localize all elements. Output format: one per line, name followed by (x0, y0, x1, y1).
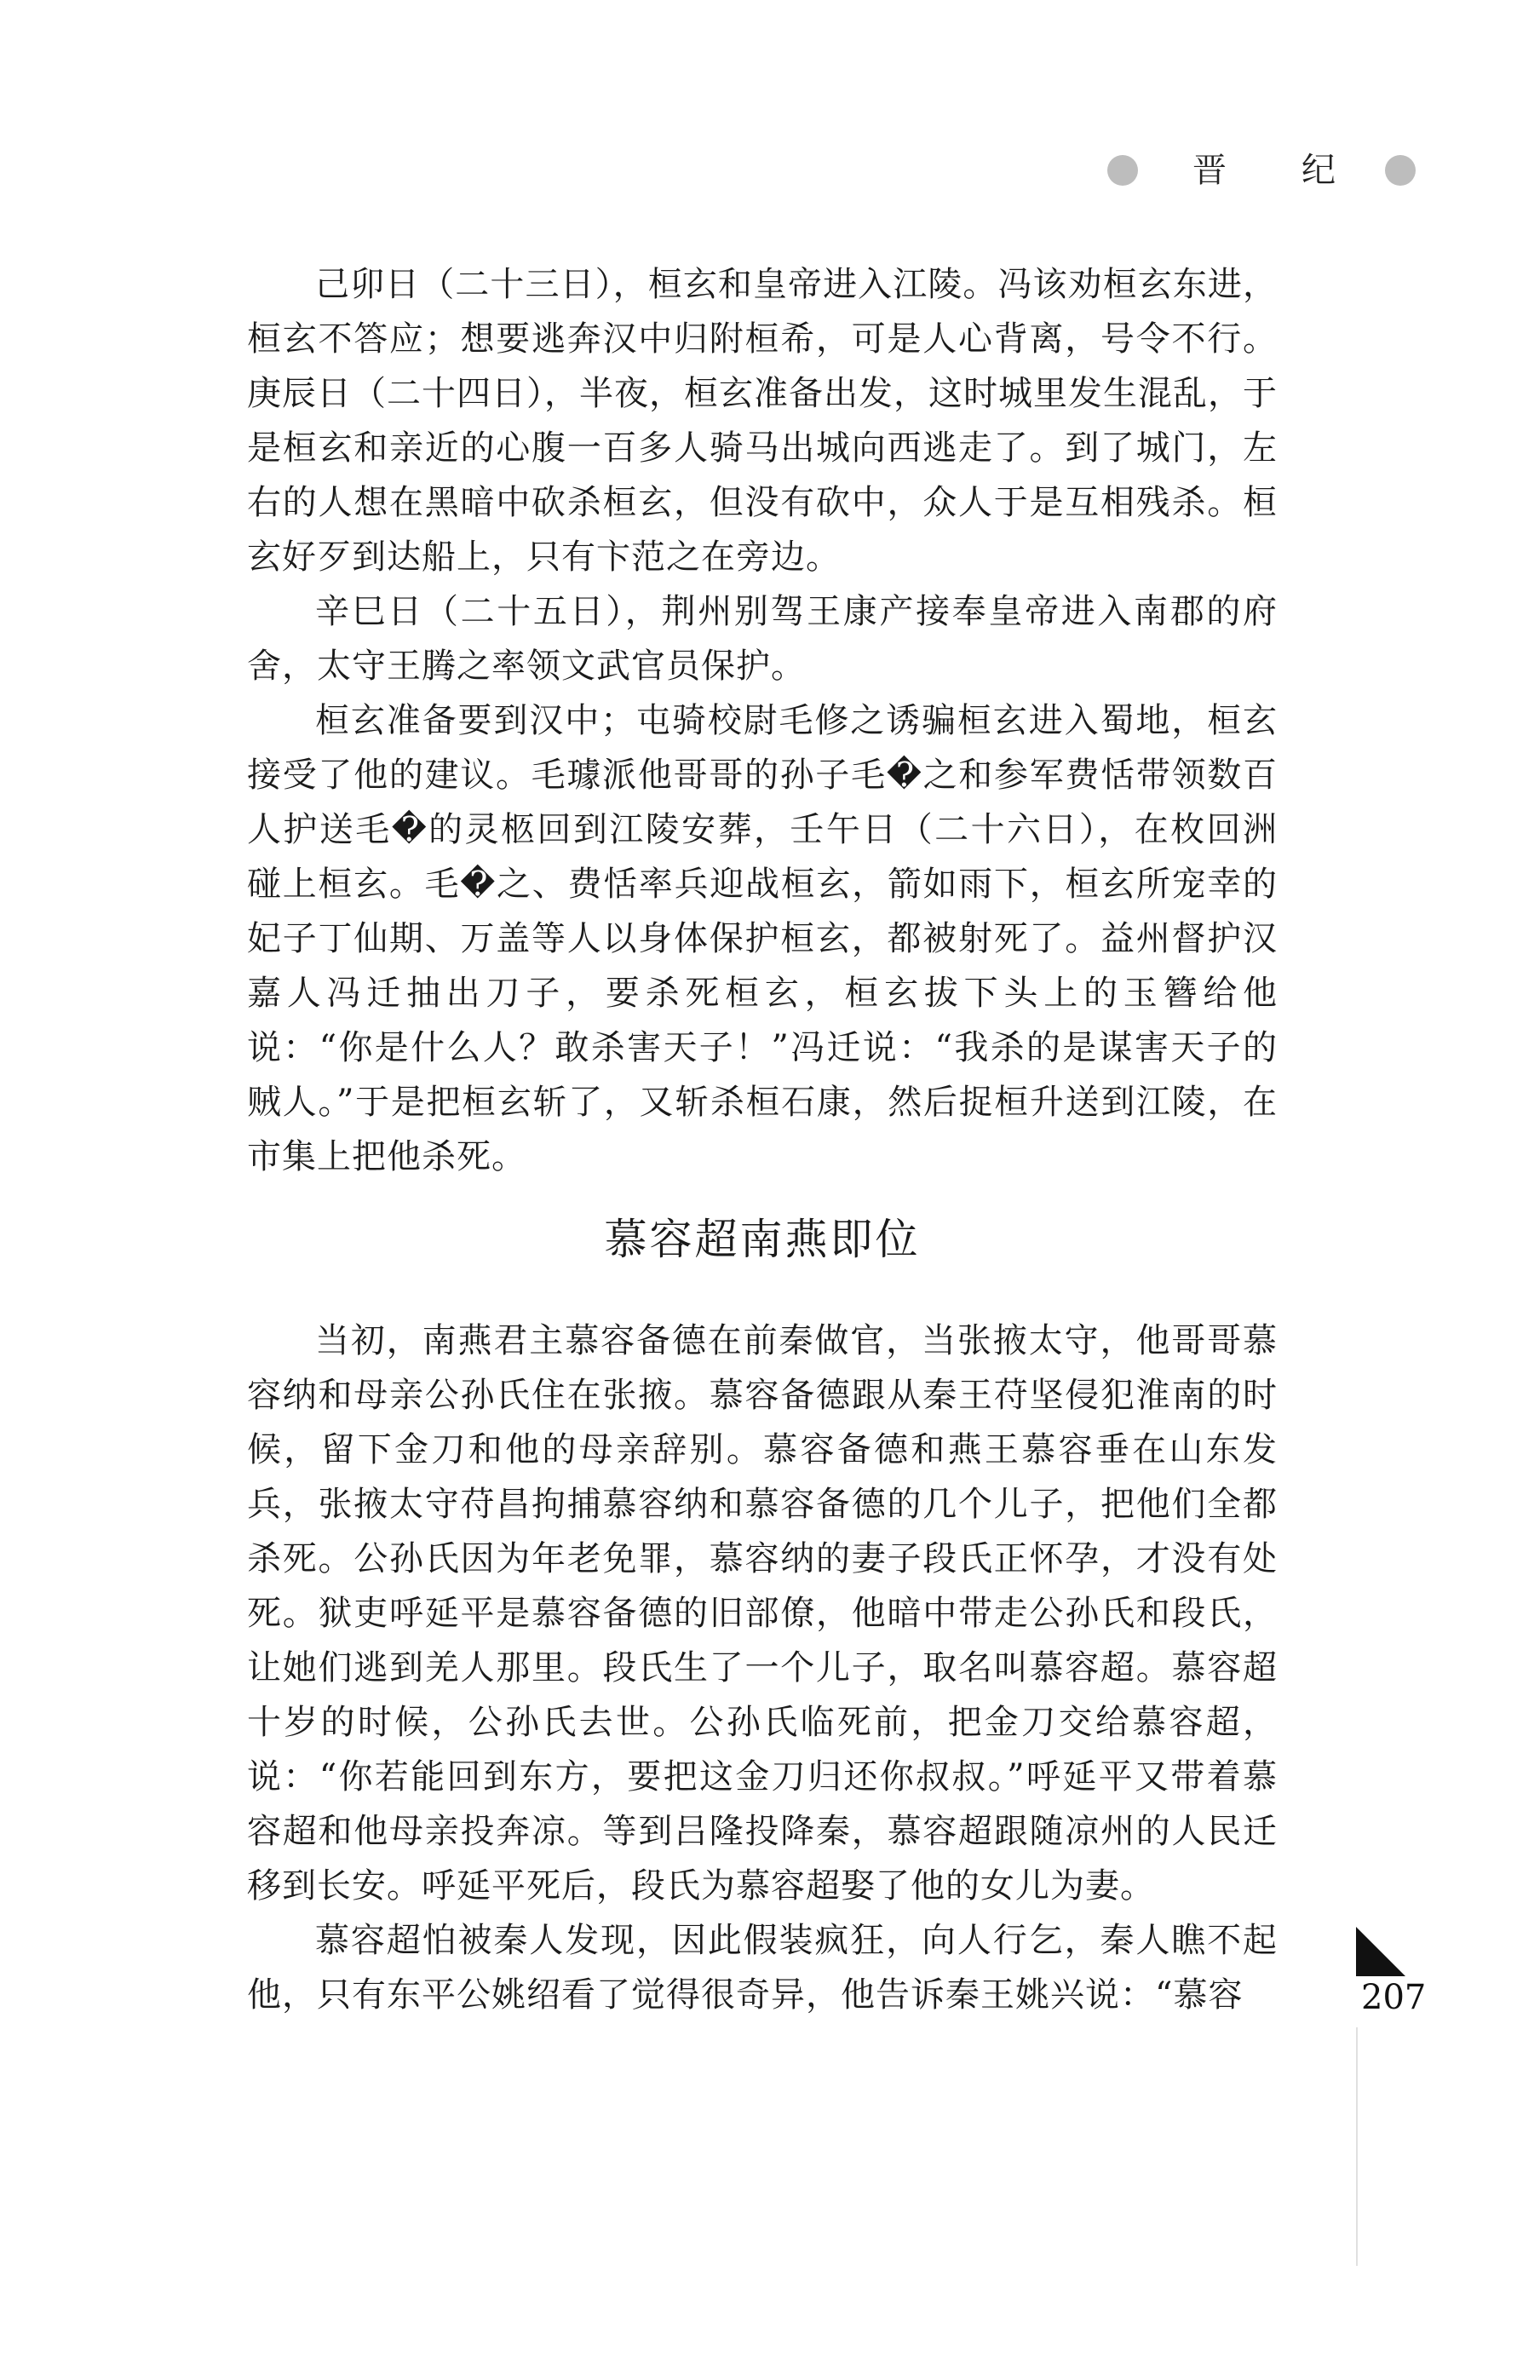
header-dot-right (1385, 155, 1416, 186)
paragraph: 己卯日（二十三日），桓玄和皇帝进入江陵。冯该劝桓玄东进，桓玄不答应；想要逃奔汉中归附桓希，可是人心背离，号令不行。庚辰日（二十四日），半夜，桓玄准备出发，这时城里发生混乱，于是桓玄和亲近的心腹一百多人骑马出城向西逃走了。到了城门，左右的人想在黑暗中砍杀桓玄，但没有砍中，众人于是互相残杀。桓玄好歹到达船上，只有卞范之在旁边。 (247, 265, 1278, 577)
header-char-ji: 纪 (1302, 151, 1336, 190)
margin-rule (1356, 2027, 1358, 2266)
page-number: 207 (1361, 1978, 1427, 2017)
paragraph: 慕容超怕被秦人发现，因此假装疯狂，向人行乞，秦人瞧不起他，只有东平公姚绍看了觉得很奇异，他告诉秦王姚兴说：“慕容 (247, 1921, 1278, 2015)
paragraph: 桓玄准备要到汉中；屯骑校尉毛修之诱骗桓玄进入蜀地，桓玄接受了他的建议。毛璩派他哥哥的孙子毛�之和参军费恬带领数百人护送毛�的灵柩回到江陵安葬，壬午日（二十六日），在枚回洲碰上桓玄。毛�之、费恬率兵迎战桓玄，箭如雨下，桓玄所宠幸的妃子丁仙期、万盖等人以身体保护桓玄，都被射死了。益州督护汉嘉人冯迁抽出刀子，要杀死桓玄，桓玄拔下头上的玉簪给他说：“你是什么人？敢杀害天子！”冯迁说：“我杀的是谋害天子的贼人。”于是把桓玄斩了，又斩杀桓石康，然后捉桓升送到江陵，在市集上把他杀死。 (247, 701, 1278, 1176)
header-char-jin: 晋 (1192, 151, 1227, 190)
section-title: 慕容超南燕即位 (604, 1215, 921, 1264)
paragraph: 辛巳日（二十五日），荆州别驾王康产接奉皇帝进入南郡的府舍，太守王腾之率领文武官员保护。 (247, 592, 1278, 686)
body-text-bottom (247, 1314, 1278, 2022)
body-text-top (247, 257, 1278, 1184)
header-dot-left (1107, 155, 1138, 186)
running-header (1107, 143, 1431, 203)
paragraph: 当初，南燕君主慕容备德在前秦做官，当张掖太守，他哥哥慕容纳和母亲公孙氏住在张掖。慕容备德跟从秦王苻坚侵犯淮南的时候，留下金刀和他的母亲辞别。慕容备德和燕王慕容垂在山东发兵，张掖太守苻昌拘捕慕容纳和慕容备德的几个儿子，把他们全都杀死。公孙氏因为年老免罪，慕容纳的妻子段氏正怀孕，才没有处死。狱吏呼延平是慕容备德的旧部僚，他暗中带走公孙氏和段氏，让她们逃到羌人那里。段氏生了一个儿子，取名叫慕容超。慕容超十岁的时候，公孙氏去世。公孙氏临死前，把金刀交给慕容超，说：“你若能回到东方，要把这金刀归还你叔叔。”呼延平又带着慕容超和他母亲投奔凉。等到吕隆投降秦，慕容超跟随凉州的人民迁移到长安。呼延平死后，段氏为慕容超娶了他的女儿为妻。 (247, 1321, 1278, 1906)
page-corner-triangle (1356, 1927, 1405, 1976)
